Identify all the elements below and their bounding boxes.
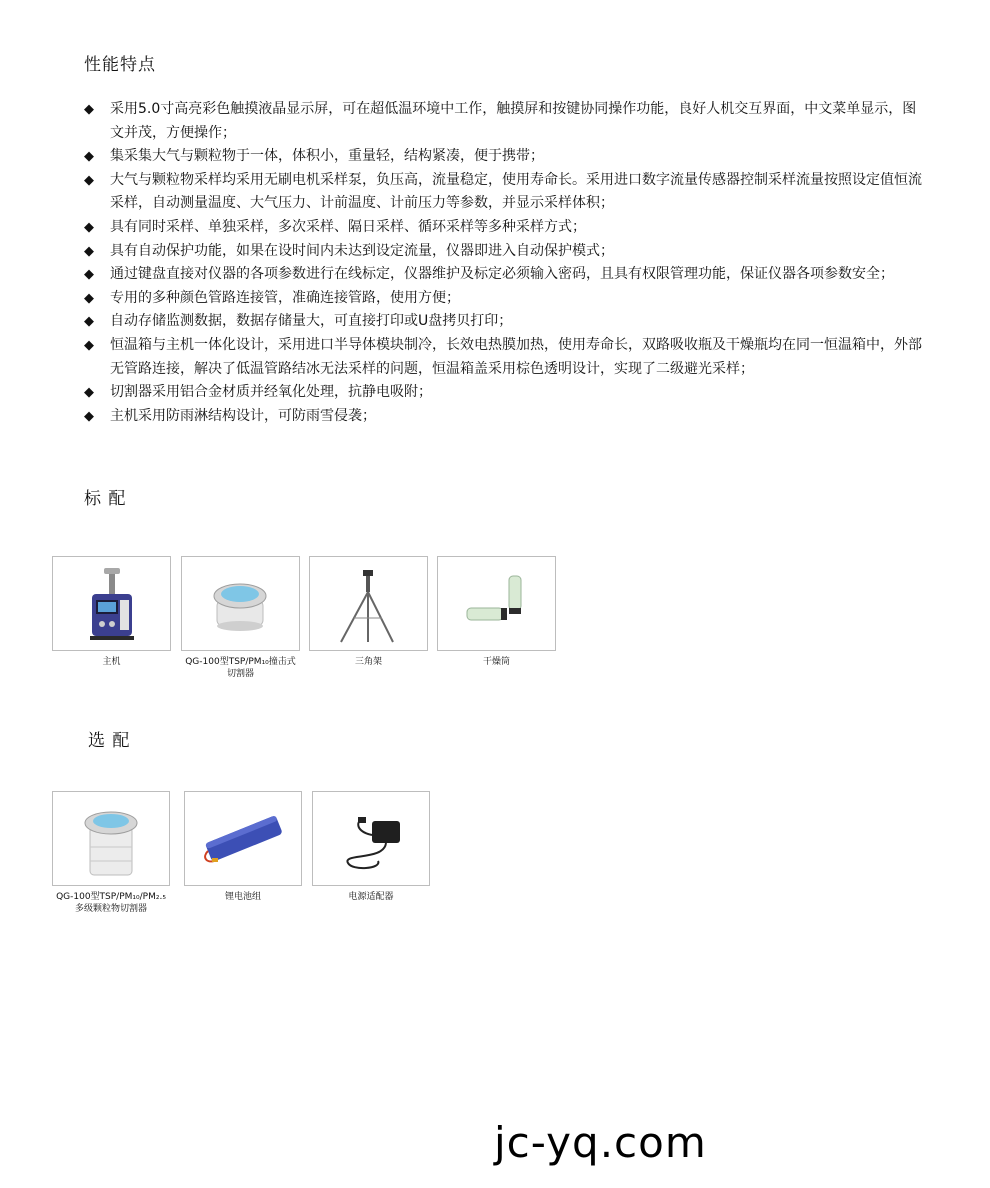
diamond-bullet-icon: ◆	[84, 408, 94, 424]
feature-item: ◆ 专用的多种颜色管路连接管，准确连接管路，使用方便；	[84, 287, 924, 311]
feature-list	[84, 98, 924, 428]
feature-item: ◆ 恒温箱与主机一体化设计，采用进口半导体模块制冷，长效电热膜加热，使用寿命长，双路吸收瓶及干燥瓶均在同一恒温箱中，外部无管路连接，解决了低温管路结冰无法采样的问题，恒温箱盖采用棕色透明设计，实现了二级避光采样；	[84, 334, 924, 381]
diamond-bullet-icon: ◆	[84, 337, 94, 353]
sampler-host-image	[52, 556, 171, 651]
diamond-bullet-icon: ◆	[84, 219, 94, 235]
item-caption: 电源适配器	[348, 892, 394, 902]
multistage-cutter-image	[52, 791, 170, 886]
item-caption: 干燥筒	[482, 657, 510, 667]
item-caption: 三角架	[354, 657, 382, 667]
optional-item-multistage-cutter	[52, 791, 172, 921]
optional-heading: 选 配	[88, 731, 131, 751]
drying-tube-image	[437, 556, 556, 651]
feature-item: ◆ 主机采用防雨淋结构设计，可防雨雪侵袭；	[84, 405, 924, 429]
item-caption: QG-100型TSP/PM₁₀撞击式切割器	[185, 657, 296, 679]
item-caption: 主机	[102, 657, 121, 667]
diamond-bullet-icon: ◆	[84, 290, 94, 306]
feature-item: ◆ 自动存储监测数据，数据存储量大，可直接打印或U盘拷贝打印；	[84, 310, 924, 334]
feature-item: ◆ 具有自动保护功能，如果在设时间内未达到设定流量，仪器即进入自动保护模式；	[84, 240, 924, 264]
optional-item-power-adapter	[312, 791, 432, 921]
optional-item-battery	[184, 791, 304, 921]
diamond-bullet-icon: ◆	[84, 243, 94, 259]
brand-watermark: jc-yq.com	[494, 1118, 707, 1167]
standard-item-tripod	[309, 556, 429, 686]
battery-pack-image	[184, 791, 302, 886]
tripod-image	[309, 556, 428, 651]
feature-item: ◆ 具有同时采样、单独采样，多次采样、隔日采样、循环采样等多种采样方式；	[84, 216, 924, 240]
cutter-image	[181, 556, 300, 651]
diamond-bullet-icon: ◆	[84, 102, 94, 117]
features-heading: 性能特点	[84, 55, 156, 75]
diamond-bullet-icon: ◆	[84, 314, 94, 330]
power-adapter-image	[312, 791, 430, 886]
item-caption: QG-100型TSP/PM₁₀/PM₂.₅多级颗粒物切割器	[56, 892, 166, 914]
feature-item: ◆ 切割器采用铝合金材质并经氧化处理，抗静电吸附；	[84, 381, 924, 405]
item-caption: 锂电池组	[224, 892, 261, 902]
diamond-bullet-icon: ◆	[84, 149, 94, 165]
standard-item-host	[52, 556, 172, 686]
standard-item-drying-tube	[437, 556, 557, 686]
feature-item: ◆ 采用5.0寸高亮彩色触摸液晶显示屏，可在超低温环境中工作，触摸屏和按键协同操作功能，良好人机交互界面，中文菜单显示，图文并茂，方便操作；	[84, 98, 924, 145]
diamond-bullet-icon: ◆	[84, 172, 94, 188]
feature-item: ◆ 集采集大气与颗粒物于一体，体积小，重量轻，结构紧凑，便于携带；	[84, 145, 924, 169]
diamond-bullet-icon: ◆	[84, 267, 94, 283]
standard-item-impactor-cutter	[181, 556, 301, 686]
feature-item: ◆ 通过键盘直接对仪器的各项参数进行在线标定，仪器维护及标定必须输入密码，且具有权限管理功能，保证仪器各项参数安全；	[84, 263, 924, 287]
feature-item: ◆ 大气与颗粒物采样均采用无刷电机采样泵，负压高，流量稳定，使用寿命长。采用进口数字流量传感器控制采样流量按照设定值恒流采样，自动测量温度、大气压力、计前温度、计前压力等参数，并显示采样体积；	[84, 169, 924, 216]
diamond-bullet-icon: ◆	[84, 385, 94, 401]
standard-heading: 标 配	[84, 489, 127, 509]
